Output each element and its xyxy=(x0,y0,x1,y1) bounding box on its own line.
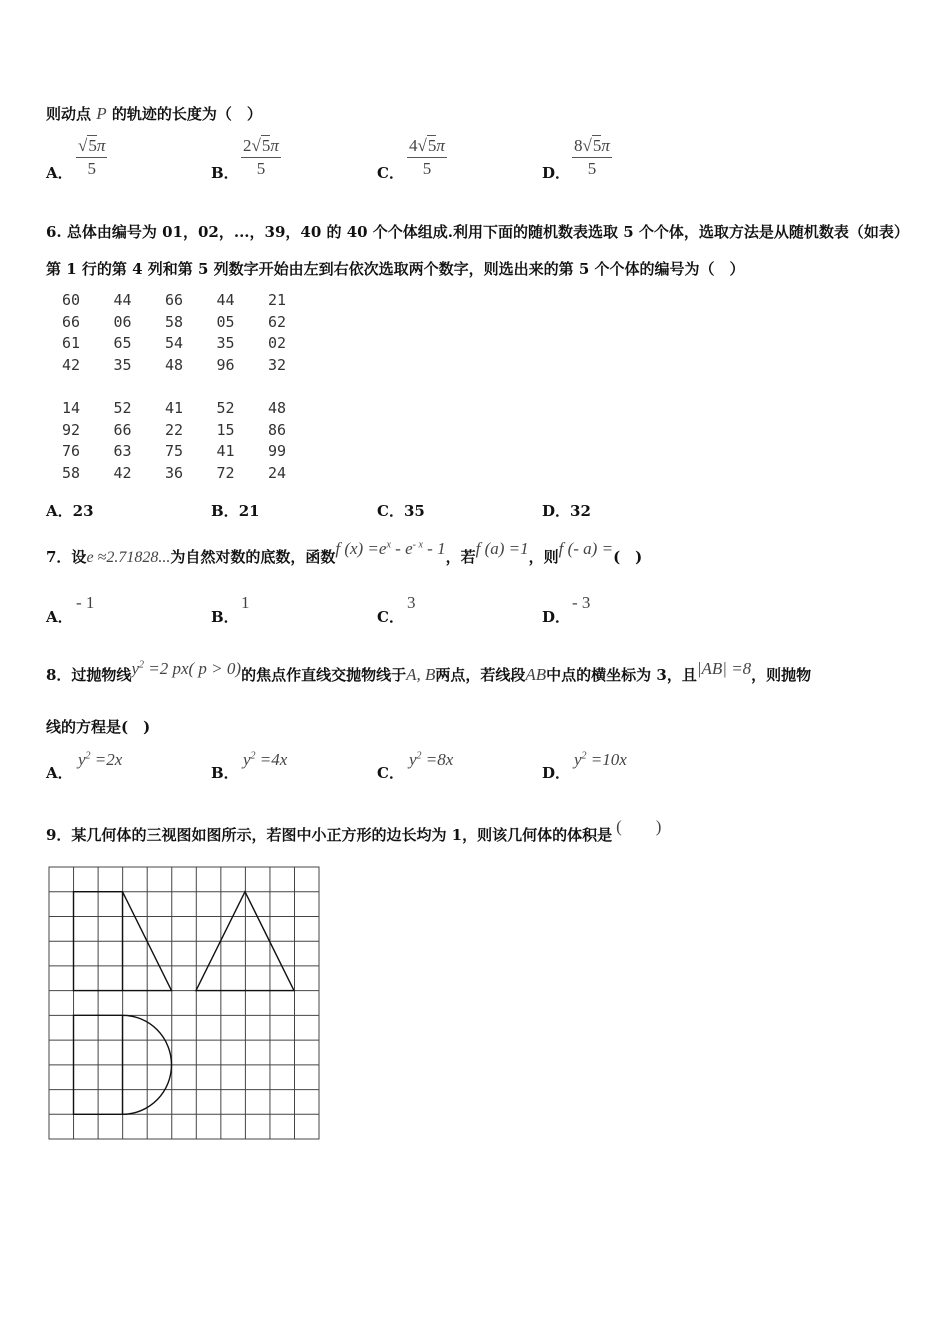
eq-lhs: y xyxy=(574,750,582,769)
q7-f-minus: - e xyxy=(390,539,413,558)
q7-option-label: C． xyxy=(377,608,404,626)
eq-sup: 2 xyxy=(416,750,422,762)
option-value: 35 xyxy=(403,502,425,520)
table-cell: 42 xyxy=(62,356,81,375)
q8-mid1: 的焦点作直线交抛物线于 xyxy=(241,666,407,684)
pi-symbol: π xyxy=(436,136,445,155)
q7-option-label: B． xyxy=(211,608,239,626)
table-cell: 66 xyxy=(62,312,81,331)
q5-option-label: D． xyxy=(542,164,571,182)
eq-rhs: =10x xyxy=(586,750,627,769)
fraction-bar xyxy=(407,157,447,158)
q5-text-before: 则动点 xyxy=(46,105,92,123)
q5-text-after: 的轨迹的长度为（ ） xyxy=(111,105,262,123)
table-cell: 32 xyxy=(268,356,287,375)
q5-option-fraction xyxy=(407,136,447,179)
q6-stem-line2: 第 1 行的第 4 列和第 5 列数字开始由左到右依次选取两个数字，则选出来的第 5 个个体的编号为（ ） xyxy=(46,260,745,278)
q8-mid3: 中点的横坐标为 3，且 xyxy=(546,666,697,684)
q7-e-expr: e ≈2.71828... xyxy=(86,549,171,566)
fraction-bar xyxy=(241,157,281,158)
q7-option-label: D． xyxy=(542,608,571,626)
q8-option-equation xyxy=(574,750,627,770)
table-cell: 24 xyxy=(268,464,287,483)
q7-option-label: A． xyxy=(46,608,73,626)
fraction-numerator xyxy=(76,136,107,156)
q7-f-lhs: f (x) =e xyxy=(335,539,387,558)
radicand: 5 xyxy=(427,136,437,155)
eq-lhs: y xyxy=(78,750,86,769)
table-cell: 21 xyxy=(268,291,287,309)
fraction-denominator: 5 xyxy=(422,159,432,178)
random-number-table-1 xyxy=(62,290,320,377)
table-row xyxy=(62,441,320,463)
q5-option-label: B． xyxy=(211,164,239,182)
q5-option-fraction xyxy=(76,136,107,179)
q8-stem-line1 xyxy=(46,659,812,685)
q7-mid3: ，则 xyxy=(528,548,559,566)
sqrt-sign: √ xyxy=(582,136,592,155)
table-cell: 61 xyxy=(62,334,81,353)
fraction-numerator xyxy=(572,136,612,156)
table-cell: 58 xyxy=(165,312,184,331)
eq-sup: 2 xyxy=(581,750,587,762)
option-label: C． xyxy=(377,502,404,520)
q7-option-value: 3 xyxy=(407,593,416,612)
q8-abs-expr: |AB| =8 xyxy=(696,659,752,678)
table-cell: 15 xyxy=(216,420,235,439)
table-row xyxy=(62,463,320,485)
table-cell: 76 xyxy=(62,442,81,461)
table-cell: 66 xyxy=(165,291,184,309)
table-cell: 75 xyxy=(165,442,184,461)
table-cell: 02 xyxy=(268,334,287,353)
q9-text: 9．某几何体的三视图如图所示，若图中小正方形的边长均为 1，则该几何体的体积是 xyxy=(46,826,613,844)
radicand: 5 xyxy=(592,136,602,155)
table-cell: 35 xyxy=(113,356,132,375)
fraction-denominator: 5 xyxy=(87,159,96,178)
table-cell: 36 xyxy=(165,464,184,483)
coefficient: 8 xyxy=(574,136,583,155)
q8-mid2: 两点，若线段 xyxy=(435,666,526,684)
q6-option xyxy=(542,500,591,521)
q5-stem xyxy=(46,103,262,124)
table-cell: 63 xyxy=(113,442,132,461)
q7-mid1: 为自然对数的底数，函数 xyxy=(170,548,336,566)
table-cell: 06 xyxy=(113,312,132,331)
table-cell: 35 xyxy=(216,334,235,353)
q7-f-exp1: x xyxy=(386,539,391,551)
q8-option-equation xyxy=(78,750,122,770)
table-cell: 65 xyxy=(113,334,132,353)
q7-option-value: - 3 xyxy=(572,593,591,612)
fraction-bar xyxy=(572,157,612,158)
table-cell: 44 xyxy=(113,291,132,309)
q6-option xyxy=(377,500,425,521)
table-cell: 14 xyxy=(62,399,81,417)
option-value: 23 xyxy=(72,502,94,520)
q5-option-fraction xyxy=(241,136,281,179)
pi-symbol: π xyxy=(96,136,106,155)
q6-option xyxy=(46,500,94,521)
table-cell: 96 xyxy=(216,356,235,375)
q5-var-p: P xyxy=(96,104,107,123)
q9-stem xyxy=(46,817,662,845)
table-cell: 48 xyxy=(165,356,184,375)
q8-eq-sup: 2 xyxy=(139,659,144,671)
q5-option-label: C． xyxy=(377,164,404,182)
q8-stem-line2: 线的方程是( ) xyxy=(46,718,151,736)
fraction-denominator: 5 xyxy=(256,159,266,178)
table-cell: 60 xyxy=(62,291,81,309)
q8-option-label: C． xyxy=(377,764,404,782)
eq-lhs: y xyxy=(409,750,417,769)
table-cell: 86 xyxy=(268,420,287,439)
table-cell: 92 xyxy=(62,420,81,439)
q7-fneg-expr: f (- a) = xyxy=(558,539,614,558)
table-cell: 05 xyxy=(216,312,235,331)
q7-option-value: - 1 xyxy=(76,593,95,612)
table-cell: 41 xyxy=(165,399,184,417)
q5-option-fraction xyxy=(572,136,612,179)
table-cell: 72 xyxy=(216,464,235,483)
eq-rhs: =8x xyxy=(421,750,454,769)
q6-stem-line1: 6. 总体由编号为 01，02，...，39，40 的 40 个个体组成.利用下面的随机数表选取 5 个个体，选取方法是从随机数表（如表） xyxy=(46,223,909,241)
q7-fa-expr: f (a) =1 xyxy=(475,539,529,558)
table-cell: 52 xyxy=(113,399,132,417)
table-cell: 54 xyxy=(165,334,184,353)
grid-border xyxy=(49,867,319,1139)
q7-stem xyxy=(46,539,643,567)
q8-prefix: 8．过抛物线 xyxy=(46,666,132,684)
table-cell: 52 xyxy=(216,399,235,417)
table-row xyxy=(62,398,320,420)
q8-points: A, B xyxy=(406,665,436,684)
table-row xyxy=(62,333,320,355)
random-number-table-2 xyxy=(62,398,320,485)
table-cell: 44 xyxy=(216,291,235,309)
q8-option-label: B． xyxy=(211,764,239,782)
table-cell: 58 xyxy=(62,464,81,483)
option-value: 32 xyxy=(570,502,591,520)
table-cell: 62 xyxy=(268,312,287,331)
table-row xyxy=(62,290,320,312)
option-label: A． xyxy=(46,502,73,520)
q7-f-tail: - 1 xyxy=(422,539,446,558)
q8-segment: AB xyxy=(525,665,547,684)
fraction-denominator: 5 xyxy=(587,159,597,178)
eq-sup: 2 xyxy=(250,750,256,762)
radicand: 5 xyxy=(88,136,97,155)
fraction-numerator xyxy=(407,136,447,156)
q6-option xyxy=(211,500,260,521)
coefficient: 4 xyxy=(409,136,418,155)
q7-mid2: ，若 xyxy=(445,548,476,566)
pi-symbol: π xyxy=(270,136,279,155)
fraction-bar xyxy=(76,157,107,158)
grid-lines xyxy=(49,867,319,1139)
table-cell: 66 xyxy=(113,420,132,439)
coefficient: 2 xyxy=(243,136,252,155)
q9-paren: ( ) xyxy=(616,817,662,836)
table-cell: 48 xyxy=(268,399,287,417)
q8-eq-rhs: =2 px( p > 0) xyxy=(144,659,242,678)
option-label: B． xyxy=(211,502,239,520)
option-value: 21 xyxy=(238,502,260,520)
sqrt-sign: √ xyxy=(251,136,261,155)
q7-paren: ( ) xyxy=(613,548,643,566)
q8-option-equation xyxy=(409,750,453,770)
q8-option-label: D． xyxy=(542,764,571,782)
table-row xyxy=(62,420,320,442)
sqrt-sign: √ xyxy=(417,136,427,155)
eq-sup: 2 xyxy=(85,750,91,762)
table-row xyxy=(62,312,320,334)
q7-prefix: 7．设 xyxy=(46,548,87,566)
three-view-figure xyxy=(46,864,322,1143)
table-cell: 99 xyxy=(268,442,287,461)
q8-option-label: A． xyxy=(46,764,73,782)
q7-option-value: 1 xyxy=(241,593,250,612)
eq-rhs: =4x xyxy=(255,750,288,769)
fraction-numerator xyxy=(241,136,281,156)
q7-f-expr xyxy=(335,539,445,558)
radicand: 5 xyxy=(261,136,271,155)
q8-option-equation xyxy=(243,750,287,770)
eq-rhs: =2x xyxy=(90,750,123,769)
q5-option-label: A． xyxy=(46,164,73,182)
q8-eq-lhs: y xyxy=(131,659,139,678)
q8-mid4: ，则抛物 xyxy=(751,666,812,684)
table-cell: 42 xyxy=(113,464,132,483)
pi-symbol: π xyxy=(601,136,610,155)
eq-lhs: y xyxy=(243,750,251,769)
table-cell: 22 xyxy=(165,420,184,439)
grid xyxy=(49,867,319,1139)
table-row xyxy=(62,355,320,377)
option-label: D． xyxy=(542,502,571,520)
sqrt-sign: √ xyxy=(78,136,88,155)
table-cell: 41 xyxy=(216,442,235,461)
q8-eq xyxy=(131,659,241,678)
q7-f-exp2: - x xyxy=(412,539,423,551)
